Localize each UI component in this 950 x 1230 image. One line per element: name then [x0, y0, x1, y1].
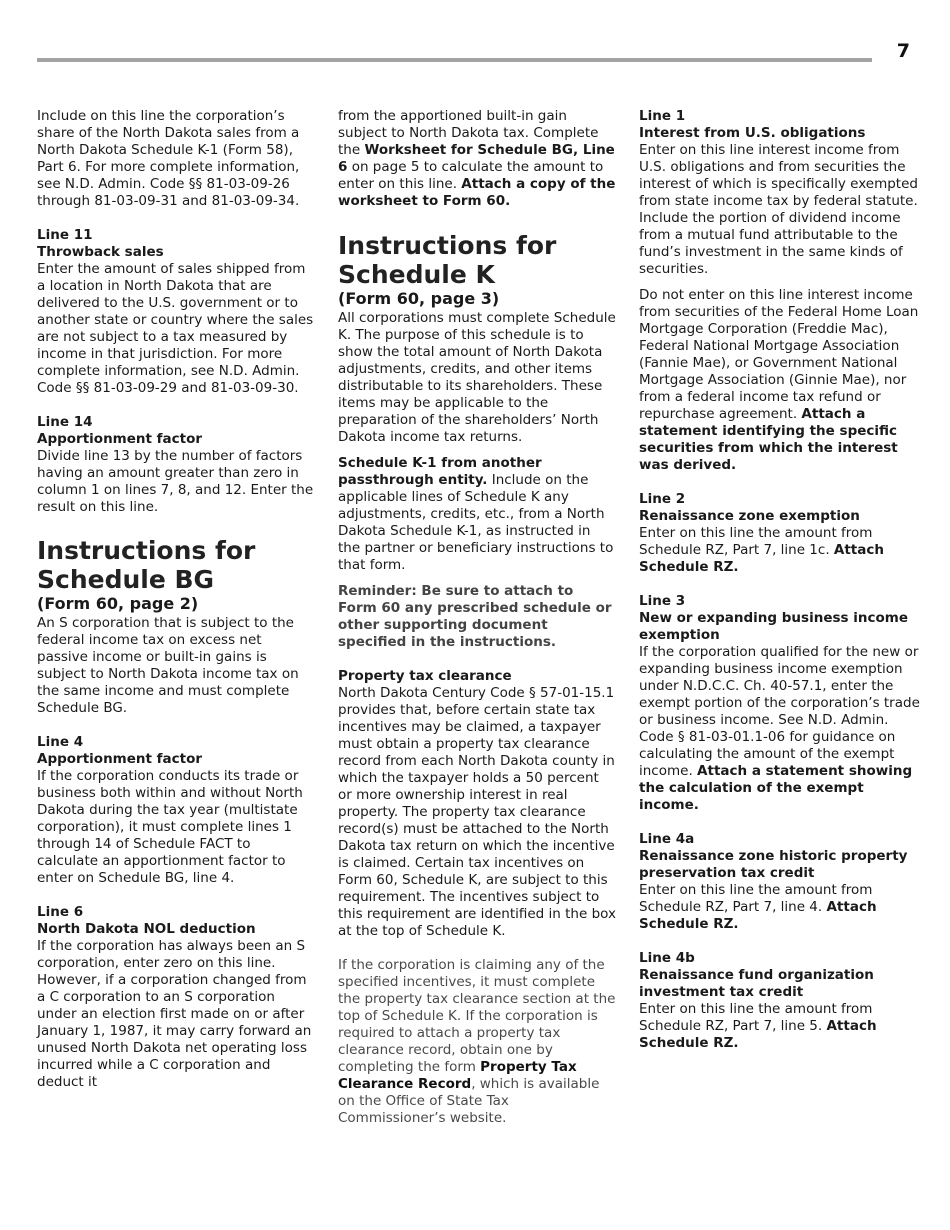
- schedule-bg-subtitle: (Form 60, page 2): [37, 594, 199, 613]
- line-3-section: [639, 593, 921, 814]
- line-3-label: Line 3: [639, 593, 686, 609]
- line-14-section: [37, 414, 314, 516]
- line-14-label: Line 14: [37, 414, 93, 430]
- line-1-text: Enter on this line interest income from U.S. obligations and from securities the interest of which is specifically exempted from state income tax by federal statute. Include the portion of dividend income from a mutual fund attributable to the fund’s investment in the same kinds of securities.: [639, 142, 918, 277]
- schedule-k-section: [338, 231, 616, 446]
- line-6-title: North Dakota NOL deduction: [37, 921, 256, 937]
- k1-heading: Schedule K-1 from another passthrough entity.: [338, 455, 542, 488]
- line-3-text: If the corporation qualified for the new or expanding business income exemption under N.D.C.C. Ch. 40-57.1, enter the exempt portion of the corporation’s trade or business income. See N.D. Admin. Code § 81-03-01.1-06 for guidance on calculating the amount of the exempt income.: [639, 644, 920, 779]
- property-tax-text-2-body: If the corporation is claiming any of the specified incentives, it must complete the property tax clearance section at the top of Schedule K. If the corporation is required to attach a property tax clearance record, obtain one by completing the form: [338, 957, 616, 1075]
- property-tax-text-2-end: , which is available on the Office of State Tax Commissioner’s website.: [338, 1076, 600, 1126]
- line-11-section: [37, 227, 314, 397]
- header-rule: [37, 58, 872, 62]
- line-4-section: [37, 734, 314, 887]
- bg-line-6-cont-text: from the apportioned built-in gain subject to North Dakota tax. Complete the: [338, 108, 599, 158]
- schedule-k-subtitle: (Form 60, page 3): [338, 289, 500, 308]
- line-2-section: [639, 491, 921, 576]
- line-1-section: [639, 108, 921, 474]
- attach-worksheet-note: Attach a copy of the worksheet to Form 60.: [338, 176, 616, 209]
- column-left: [37, 108, 314, 1091]
- line-4a-paragraph: [639, 882, 921, 933]
- line-11-text: Enter the amount of sales shipped from a location in North Dakota that are delivered to the U.S. government or to another state or country where the sales are not subject to a tax measured by income in that jurisdiction. For more complete information, see N.D. Admin. Code §§ 81-03-09-29 and 81-03-09-30.: [37, 261, 314, 396]
- schedule-bg-title-1: Instructions for: [37, 536, 256, 565]
- intro-paragraph: Include on this line the corporation’s share of the North Dakota sales from a North Dakota Schedule K-1 (Form 58), Part 6. For more complete information, see N.D. Admin. Code §§ 81-03-09-26 through 81-03-09-31 and 81-03-09-34.: [37, 108, 300, 209]
- schedule-k-title-1: Instructions for: [338, 231, 557, 260]
- line-2-paragraph: [639, 525, 921, 576]
- line-14-text: Divide line 13 by the number of factors having an amount greater than zero in column 1 on lines 7, 8, and 12. Enter the result on this line.: [37, 448, 314, 515]
- line-4a-section: [639, 831, 921, 933]
- line-4b-section: [639, 950, 921, 1052]
- line-1-title: Interest from U.S. obligations: [639, 125, 866, 141]
- schedule-bg-title-2: Schedule BG: [37, 565, 215, 594]
- property-tax-text: North Dakota Century Code § 57-01-15.1 provides that, before certain state tax incentives may be claimed, a taxpayer must obtain a property tax clearance record from each North Dakota county in which the taxpayer holds a 50 percent or more ownership interest in real property. The property tax clearance record(s) must be attached to the North Dakota tax return on which the incentive is claimed. Certain tax incentives on Form 60, Schedule K, are subject to this requirement. The incentives subject to this requirement are identified in the box at the top of Schedule K.: [338, 685, 616, 939]
- line-4a-attach-note: Attach Schedule RZ.: [639, 899, 877, 932]
- schedule-bg-section: [37, 536, 314, 717]
- line-4a-text: Enter on this line the amount from Schedule RZ, Part 7, line 4.: [639, 882, 873, 915]
- line-3-attach-note: Attach a statement showing the calculation of the exempt income.: [639, 763, 913, 813]
- k1-text: Include on the applicable lines of Schedule K any adjustments, credits, etc., from a North Dakota Schedule K-1, as instructed in the partner or beneficiary instructions to that form.: [338, 472, 614, 573]
- line-14-title: Apportionment factor: [37, 431, 203, 447]
- line-11-label: Line 11: [37, 227, 93, 243]
- line-4b-text: Enter on this line the amount from Schedule RZ, Part 7, line 5.: [639, 1001, 873, 1034]
- line-6-text: If the corporation has always been an S corporation, enter zero on this line. However, if a corporation changed from a C corporation to an S corporation under an election first made on or after January 1, 1987, it may carry forward an unused North Dakota net operating loss incurred while a C corporation and deduct it: [37, 938, 312, 1090]
- line-4b-attach-note: Attach Schedule RZ.: [639, 1018, 877, 1051]
- property-tax-section: [338, 668, 616, 1127]
- line-4a-label: Line 4a: [639, 831, 695, 847]
- line-1-attach-note: Attach a statement identifying the specific securities from which the interest was derived.: [639, 406, 898, 473]
- line-3-paragraph: [639, 644, 921, 814]
- line-4-title: Apportionment factor: [37, 751, 203, 767]
- line-1-text-2: [639, 287, 921, 474]
- worksheet-reference: Worksheet for Schedule BG, Line 6: [338, 142, 615, 175]
- line-2-attach-note: Attach Schedule RZ.: [639, 542, 884, 575]
- schedule-k-text: All corporations must complete Schedule K. The purpose of this schedule is to show the total amount of North Dakota adjustments, credits, and other items distributable to its shareholders. These items may be applicable to the preparation of the shareholders’ North Dakota income tax returns.: [338, 310, 616, 445]
- line-3-title: New or expanding business income exemption: [639, 610, 908, 643]
- schedule-bg-text: An S corporation that is subject to the federal income tax on excess net passive income or built-in gains is subject to North Dakota income tax on the same income and must complete Schedule BG.: [37, 615, 299, 716]
- line-4a-title: Renaissance zone historic property preservation tax credit: [639, 848, 908, 881]
- line-4b-title: Renaissance fund organization investment tax credit: [639, 967, 874, 1000]
- line-4-label: Line 4: [37, 734, 84, 750]
- line-4b-label: Line 4b: [639, 950, 695, 966]
- line-11-title: Throwback sales: [37, 244, 164, 260]
- bg-line-6-cont-text-2: on page 5 to calculate the amount to enter on this line.: [338, 159, 604, 192]
- line-2-title: Renaissance zone exemption: [639, 508, 860, 524]
- column-right: [639, 108, 921, 1052]
- schedule-k-title-2: Schedule K: [338, 260, 495, 289]
- bg-line-6-continued: [338, 108, 616, 210]
- line-1-text-2-body: Do not enter on this line interest income from securities of the Federal Home Loan Mortgage Corporation (Freddie Mac), Federal National Mortgage Association (Fannie Mae), or Government National Mortgage Association (Ginnie Mae), nor from a federal income tax refund or repurchase agreement.: [639, 287, 919, 422]
- line-4b-paragraph: [639, 1001, 921, 1052]
- line-2-text: Enter on this line the amount from Schedule RZ, Part 7, line 1c.: [639, 525, 873, 558]
- property-tax-text-2: [338, 957, 616, 1127]
- property-tax-title: Property tax clearance: [338, 668, 512, 684]
- property-tax-form-name: Property Tax Clearance Record: [338, 1059, 577, 1092]
- line-1-label: Line 1: [639, 108, 686, 124]
- page-number: 7: [896, 40, 910, 62]
- reminder-note: Reminder: Be sure to attach to Form 60 any prescribed schedule or other supporting document specified in the instructions.: [338, 583, 612, 650]
- line-6-section: [37, 904, 314, 1091]
- line-2-label: Line 2: [639, 491, 686, 507]
- line-6-label: Line 6: [37, 904, 84, 920]
- k1-paragraph: [338, 455, 616, 574]
- column-middle: [338, 108, 616, 1127]
- line-4-text: If the corporation conducts its trade or business both within and without North Dakota during the tax year (multistate corporation), it must complete lines 1 through 14 of Schedule FACT to calculate an apportionment factor to enter on Schedule BG, line 4.: [37, 768, 303, 886]
